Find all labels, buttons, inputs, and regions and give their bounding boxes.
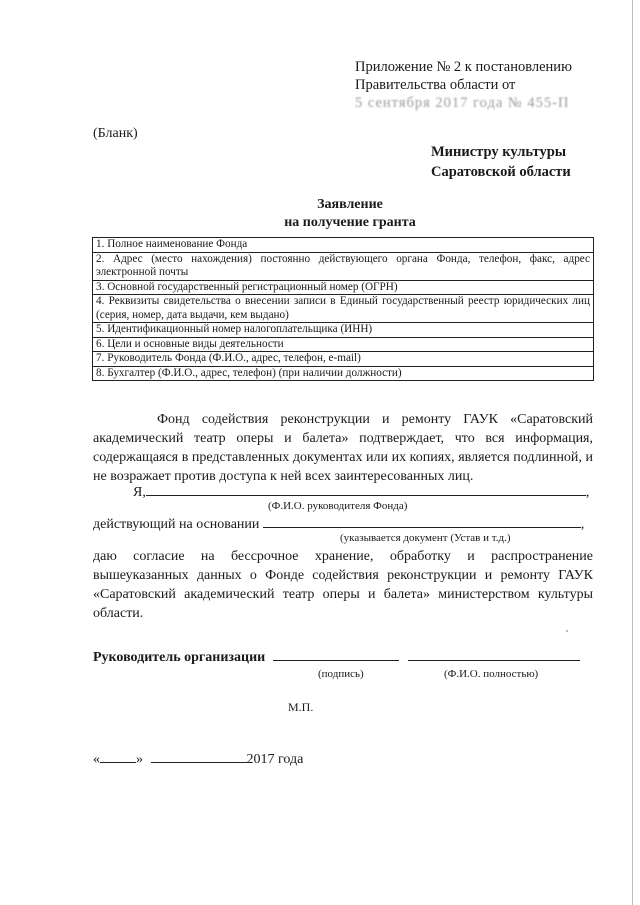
signature-line: [93, 650, 580, 666]
basis-label: действующий на основании: [93, 517, 260, 532]
appendix-line-1: Приложение № 2 к постановлению: [355, 59, 572, 75]
date-open-quote: «: [93, 752, 100, 767]
date-day-blank: [100, 762, 136, 763]
field-row: 5. Идентификационный номер налогоплательщика (ИНН): [93, 323, 594, 338]
appendix-line-2: Правительства области от: [355, 77, 516, 93]
field-row: 3. Основной государственный регистрационный номер (ОГРН): [93, 280, 594, 295]
consent-paragraph: даю согласие на бессрочное хранение, обработку и распространение вышеуказанных данных о Фонде содействия реконструкции и ремонту ГАУК «Саратовский академический театр оперы и балета» министерством культуры области.: [93, 549, 593, 621]
basis-line: действующий на основании ,: [93, 517, 585, 532]
document-title: [0, 196, 640, 232]
director-name-blank: [146, 495, 586, 496]
appendix-header: [355, 58, 572, 112]
field-row: 8. Бухгалтер (Ф.И.О., адрес, телефон) (при наличии должности): [93, 366, 594, 381]
field-row: 1. Полное наименование Фонда: [93, 238, 594, 253]
scan-edge: [632, 0, 633, 905]
basis-blank: [263, 527, 581, 528]
signature-blank: [273, 660, 399, 661]
scan-speck: [566, 630, 568, 632]
blank-label: (Бланк): [93, 126, 138, 141]
director-name-hint: (Ф.И.О. руководителя Фонда): [268, 500, 408, 512]
title-line-2: на получение гранта: [284, 215, 416, 230]
date-year: 2017 года: [246, 752, 304, 767]
basis-hint: (указывается документ (Устав и т.д.): [340, 532, 511, 544]
stamp-label: М.П.: [288, 700, 314, 714]
field-row: 2. Адрес (место нахождения) постоянно действующего органа Фонда, телефон, факс, адрес электронной почты: [93, 252, 594, 280]
field-row: 6. Цели и основные виды деятельности: [93, 337, 594, 352]
addressee-line-1: Министру культуры: [431, 144, 567, 160]
signature-name-hint: (Ф.И.О. полностью): [444, 668, 539, 680]
date-line: [93, 752, 303, 768]
date-month-blank: [151, 762, 247, 763]
appendix-line-3: 5 сентября 2017 года № 455-П: [355, 95, 570, 111]
i-label: Я,: [133, 485, 146, 500]
addressee-line-2: Саратовской области: [431, 164, 571, 180]
signature-hint: (подпись): [318, 668, 364, 680]
addressee: [431, 142, 571, 182]
signature-label: Руководитель организации: [93, 650, 266, 665]
field-row: 7. Руководитель Фонда (Ф.И.О., адрес, телефон, e-mail): [93, 352, 594, 367]
title-line-1: Заявление: [317, 197, 383, 212]
signature-name-blank: [408, 660, 580, 661]
confirmation-paragraph: Фонд содействия реконструкции и ремонту ГАУК «Саратовский академический театр оперы и балета» подтверждает, что вся информация, содержащаяся в представленных документах или их копиях, является подлинной, и не возражает против доступа к ней всех заинтересованных лиц.: [93, 412, 593, 484]
date-close-quote: »: [136, 752, 143, 767]
fields-table: [92, 237, 594, 381]
field-row: 4. Реквизиты свидетельства о внесении записи в Единый государственный реестр юридических лиц (серия, номер, дата выдачи, кем выдано): [93, 295, 594, 323]
i-line: Я, ,: [93, 483, 593, 502]
